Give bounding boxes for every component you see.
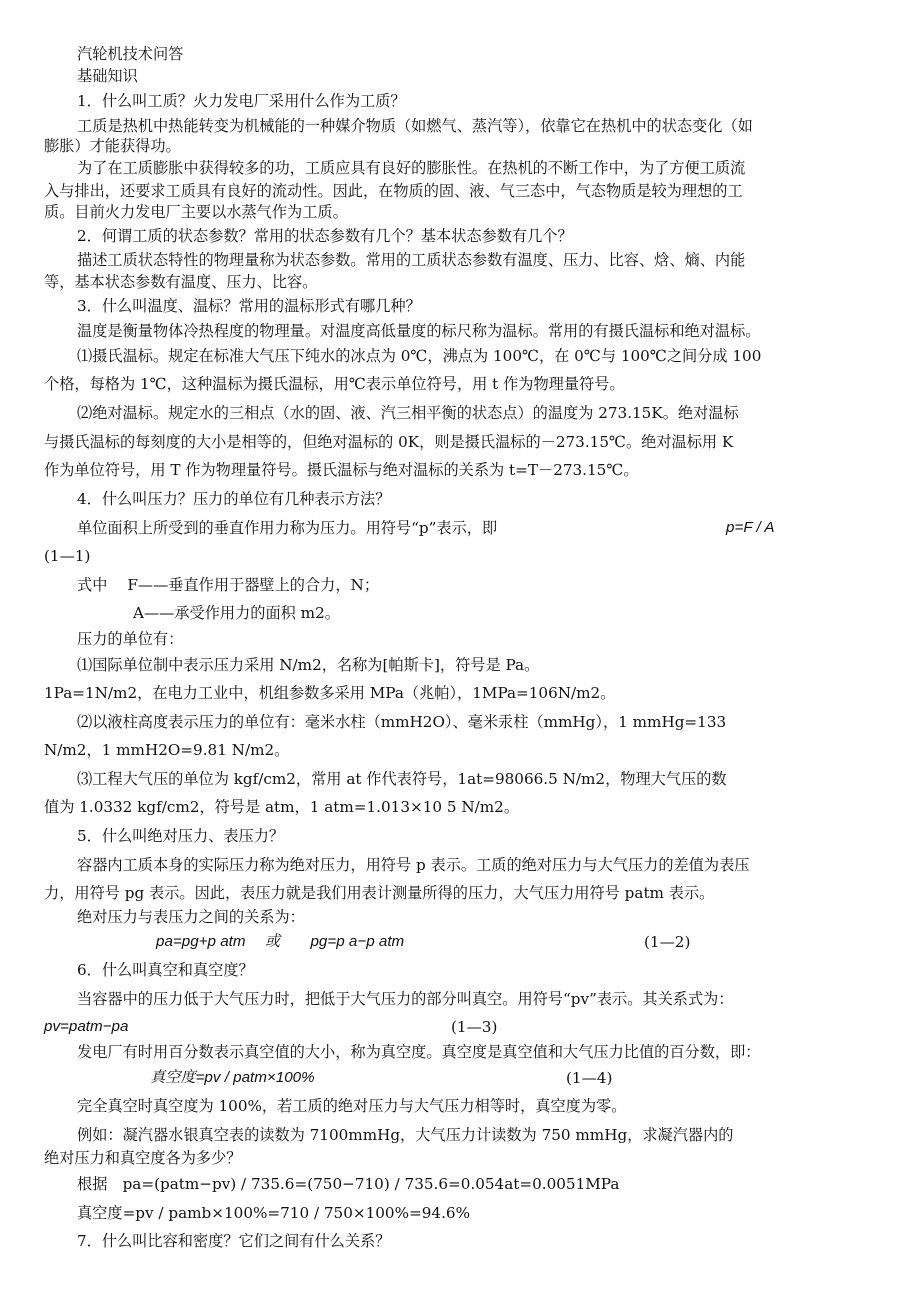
paragraph-line: 温度是衡量物体冷热程度的物理量。对温度高低量度的标尺称为温标。常用的有摄氏温标和绝对温标。: [77, 322, 761, 340]
paragraph-line: 例如：凝汽器水银真空表的读数为 7100mmHg，大气压力计读数为 750 mmHg，求凝汽器内的: [77, 1126, 734, 1144]
question-7: 7．什么叫比容和密度？它们之间有什么关系？: [77, 1232, 391, 1250]
section-heading: 基础知识: [77, 67, 138, 85]
equation-number: (1—4): [566, 1069, 613, 1087]
equation: p=F / A: [726, 519, 775, 536]
question-1: 1．什么叫工质？火力发电厂采用什么作为工质？: [77, 92, 406, 110]
paragraph-line: 容器内工质本身的实际压力称为绝对压力，用符号 p 表示。工质的绝对压力与大气压力的差值为表压: [77, 856, 750, 874]
paragraph-line: 质。目前火力发电厂主要以水蒸气作为工质。: [44, 203, 348, 221]
paragraph-line: ⑴国际单位制中表示压力采用 N/m2，名称为[帕斯卡]，符号是 Pa。: [77, 656, 540, 674]
question-5: 5．什么叫绝对压力、表压力？: [77, 827, 285, 845]
paragraph-line: 工质是热机中热能转变为机械能的一种媒介物质（如燃气、蒸汽等），依靠它在热机中的状态变化（如: [77, 117, 753, 135]
equation: 真空度=pv / patm×100%: [150, 1069, 315, 1086]
paragraph-line: 膨胀）才能获得功。: [44, 137, 181, 155]
paragraph-line: 描述工质状态特性的物理量称为状态参数。常用的工质状态参数有温度、压力、比容、焓、熵、内能: [77, 251, 746, 269]
paragraph-line: 作为单位符号，用 T 作为物理量符号。摄氏温标与绝对温标的关系为 t=T－273.15℃。: [44, 461, 639, 479]
paragraph-line: 单位面积上所受到的垂直作用力称为压力。用符号“p”表示，即: [77, 519, 498, 537]
paragraph-line: 1Pa=1N/m2，在电力工业中，机组参数多采用 MPa（兆帕），1MPa=106N/m2。: [44, 684, 616, 702]
paragraph-line: 压力的单位有：: [77, 630, 184, 648]
paragraph-line: ⑵以液柱高度表示压力的单位有：毫米水柱（mmH2O）、毫米汞柱（mmHg），1 mmHg=133: [77, 713, 727, 731]
equation: pa=pg+p atm 或 pg=p a−p atm: [156, 933, 405, 950]
paragraph-line: 真空度=pv / pamb×100%=710 / 750×100%=94.6%: [77, 1204, 470, 1222]
paragraph-line: 与摄氏温标的每刻度的大小是相等的，但绝对温标的 0K，则是摄氏温标的－273.15℃。绝对温标用 K: [44, 433, 734, 451]
paragraph-line: 式中 F——垂直作用于器壁上的合力，N；: [77, 576, 380, 594]
paragraph-line: 发电厂有时用百分数表示真空值的大小，称为真空度。真空度是真空值和大气压力比值的百分数，即：: [77, 1043, 761, 1061]
paragraph-line: A——承受作用力的面积 m2。: [133, 604, 340, 622]
paragraph-line: 绝对压力和真空度各为多少？: [44, 1149, 242, 1167]
equation: pv=patm−pa: [44, 1018, 129, 1035]
paragraph-line: 绝对压力与表压力之间的关系为：: [77, 908, 305, 926]
paragraph-line: N/m2，1 mmH2O=9.81 N/m2。: [44, 741, 290, 759]
equation-number: (1—3): [451, 1018, 498, 1036]
paragraph-line: 根据 pa=(patm−pv) / 735.6=(750−710) / 735.6=0.054at=0.0051MPa: [77, 1175, 620, 1193]
equation-number: (1—2): [644, 933, 691, 951]
paragraph-line: 入与排出，还要求工质具有良好的流动性。因此，在物质的固、液、气三态中，气态物质是较为理想的工: [44, 182, 743, 200]
paragraph-line: 值为 1.0332 kgf/cm2，符号是 atm，1 atm=1.013×10 5 N/m2。: [44, 798, 520, 816]
paragraph-line: ⑵绝对温标。规定水的三相点（水的固、液、汽三相平衡的状态点）的温度为 273.15K。绝对温标: [77, 404, 739, 422]
question-3: 3．什么叫温度、温标？常用的温标形式有哪几种？: [77, 297, 421, 315]
question-6: 6．什么叫真空和真空度？: [77, 961, 254, 979]
paragraph-line: 当容器中的压力低于大气压力时，把低于大气压力的部分叫真空。用符号“pv”表示。其关系式为：: [77, 990, 734, 1008]
paragraph-line: ⑴摄氏温标。规定在标准大气压下纯水的冰点为 0℃，沸点为 100℃，在 0℃与 100℃之间分成 100: [77, 347, 762, 365]
paragraph-line: 个格，每格为 1℃，这种温标为摄氏温标，用℃表示单位符号，用 t 作为物理量符号。: [44, 375, 625, 393]
paragraph-line: 完全真空时真空度为 100%，若工质的绝对压力与大气压力相等时，真空度为零。: [77, 1097, 627, 1115]
doc-title: 汽轮机技术问答: [77, 45, 184, 63]
paragraph-line: 为了在工质膨胀中获得较多的功，工质应具有良好的膨胀性。在热机的不断工作中，为了方便工质流: [77, 159, 746, 177]
question-2: 2．何谓工质的状态参数？常用的状态参数有几个？基本状态参数有几个？: [77, 227, 573, 245]
paragraph-line: ⑶工程大气压的单位为 kgf/cm2，常用 at 作代表符号，1at=98066.5 N/m2，物理大气压的数: [77, 770, 727, 788]
equation-number: (1—1): [44, 547, 91, 565]
paragraph-line: 等，基本状态参数有温度、压力、比容。: [44, 273, 318, 291]
paragraph-line: 力，用符号 pg 表示。因此，表压力就是我们用表计测量所得的压力，大气压力用符号 patm 表示。: [44, 884, 715, 902]
question-4: 4．什么叫压力？压力的单位有几种表示方法？: [77, 490, 391, 508]
